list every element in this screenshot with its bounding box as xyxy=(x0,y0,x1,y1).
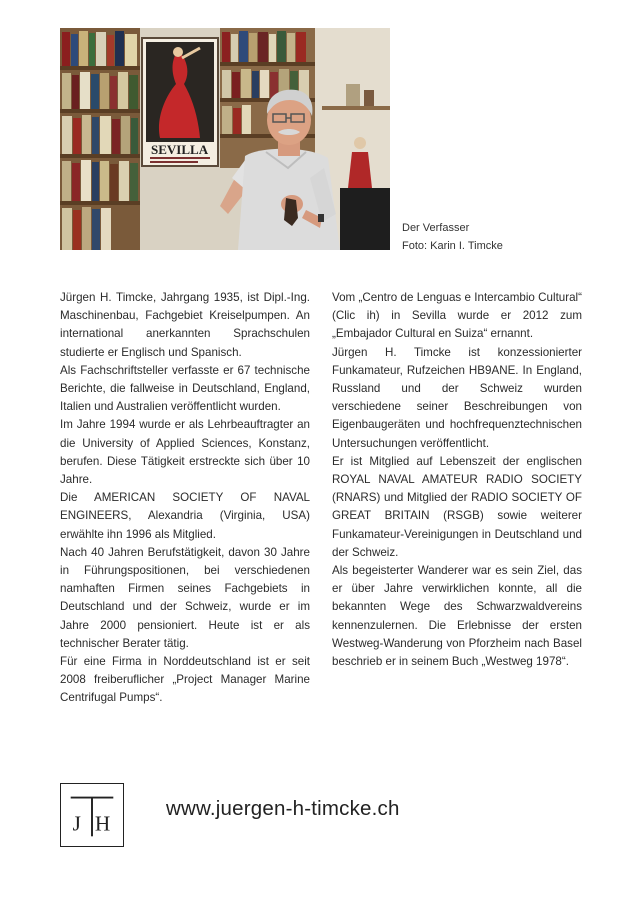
bio-paragraph: Jürgen H. Timcke ist konzessionierter Funkamateur, Rufzeichen HB9ANE. In England, Russland und der Schweiz wurden verschiedene seiner Beschreibungen von Eigenbaugeräten und hochfrequenztechnischen Untersuchungen veröffentlicht. xyxy=(332,345,582,450)
bio-paragraph: Für eine Firma in Norddeutschland ist er seit 2008 freiberuflicher „Project Manager Marine Centrifugal Pumps“. xyxy=(60,655,310,705)
jth-logo xyxy=(60,783,124,847)
website-url[interactable]: www.juergen-h-timcke.ch xyxy=(166,797,400,820)
photo-caption xyxy=(402,219,503,255)
svg-text:H: H xyxy=(94,811,111,836)
bio-paragraph: Jürgen H. Timcke, Jahrgang 1935, ist Dipl.-Ing. Maschinenbau, Fachgebiet Kreiselpumpen. An international anerkannten Sprachschulen studierte er Englisch und Spanisch. xyxy=(60,291,310,359)
biography-right-column xyxy=(332,289,582,671)
poster-text: SEVILLA xyxy=(151,142,209,157)
biography-left-column xyxy=(60,289,310,708)
author-photo xyxy=(60,28,390,250)
bio-paragraph: Vom „Centro de Lenguas e Intercambio Cultural“ (Clic ih) in Sevilla wurde er 2012 zum „Embajador Cultural en Suiza“ ernannt. xyxy=(332,291,582,341)
bio-paragraph: Die AMERICAN SOCIETY OF NAVAL ENGINEERS, Alexandria (Virginia, USA) erwählte ihn 1996 als Mitglied. xyxy=(60,491,310,541)
bio-paragraph: Als Fachschriftsteller verfasste er 67 technische Berichte, die fallweise in Deutschland, England, Italien und Australien veröffentlicht wurden. xyxy=(60,363,310,414)
svg-text:J: J xyxy=(72,811,81,836)
bio-paragraph: Als begeisterter Wanderer war es sein Ziel, das er über Jahre verwirklichen konnte, all die bekannten Wege des Schwarzwaldvereins kennenzulernen. Die Erlebnisse der ersten Westweg-Wanderung von Pforzheim nach Basel beschrieb er in seinem Buch „Westweg 1978“. xyxy=(332,564,582,669)
bio-paragraph: Er ist Mitglied auf Lebenszeit der englischen ROYAL NAVAL AMATEUR RADIO SOCIETY (RNARS) und Mitglied der RADIO SOCIETY OF GREAT BRITAIN (RSGB) sowie weiterer Funkamateur-Vereinigungen in Deutschland und der Schweiz. xyxy=(332,454,582,559)
bio-paragraph: Nach 40 Jahren Berufstätigkeit, davon 30 Jahre in Führungspositionen, bei verschiedenen namhaften Firmen seines Fachgebiets in Deutschland und der Schweiz, wurde er im Jahre 2000 pensioniert. Heute ist er als technischer Berater tätig. xyxy=(60,545,310,650)
caption-title: Der Verfasser xyxy=(402,222,470,234)
bio-paragraph: Im Jahre 1994 wurde er als Lehrbeauftragter an die University of Applied Sciences, Konstanz, berufen. Diese Tätigkeit erstreckte sich über 10 Jahre. xyxy=(60,418,310,487)
caption-credit: Foto: Karin I. Timcke xyxy=(402,240,503,252)
